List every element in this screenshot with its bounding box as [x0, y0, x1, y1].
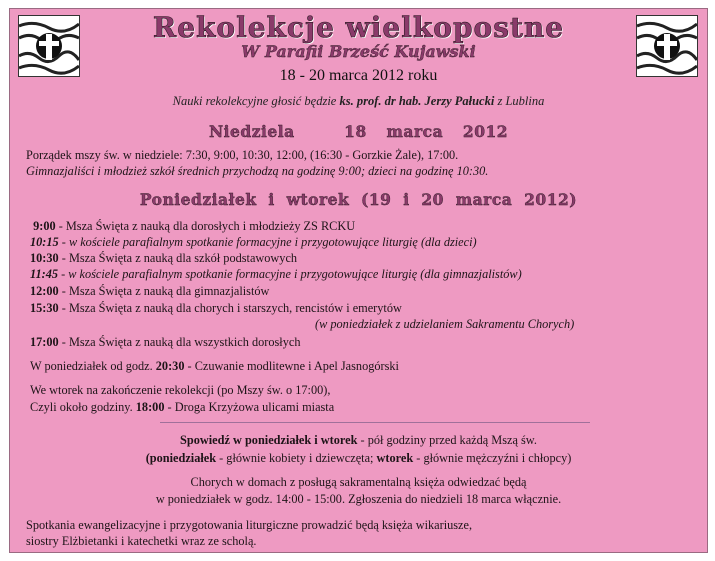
sunday-mass-schedule: Porządek mszy św. w niedziele: 7:30, 9:00, 10:30, 12:00, (16:30 - Gorzkie Żale), 17:00. [26, 148, 459, 162]
schedule-time: 17:00 [30, 335, 59, 349]
schedule-item [30, 235, 697, 250]
schedule-item [30, 284, 697, 299]
schedule-item [30, 301, 697, 316]
sunday-youth-note: Gimnazjaliści i młodzież szkół średnich przychodzą na godzinę 9:00; dzieci na godzinę 10:30. [26, 164, 489, 178]
tuesday-closing: We wtorek na zakończenie rekolekcji (po Mszy św. o 17:00), [30, 383, 331, 397]
schedule-item [30, 335, 697, 350]
weekdays-heading: Poniedziałek i wtorek (19 i 20 marca 2012) [139, 190, 578, 209]
confession-days: Spowiedź w poniedziałek i wtorek [180, 433, 358, 447]
schedule-time: 9:00 [30, 219, 56, 233]
monday-vigil [30, 359, 697, 374]
divider [160, 422, 590, 423]
confession-tuesday-text: - głównie mężczyźni i chłopcy) [413, 451, 572, 465]
schedule-text: - Msza Święta z nauką dla szkół podstawowych [58, 251, 298, 265]
stations-text: - Droga Krzyżowa ulicami miasta [164, 400, 335, 414]
sick-visits-line: Chorych w domach z posługą sakramentalną księża odwiedzać będą [190, 475, 527, 489]
stations-prefix: Czyli około godziny. [30, 400, 136, 414]
footer-line: siostry Elżbietanki i katechetki wraz ze scholą. [26, 534, 257, 548]
poster [9, 8, 708, 553]
confession-monday: (poniedziałek [145, 451, 217, 465]
poster-subtitle: W Parafii Brześć Kujawski [241, 42, 476, 61]
schedule-time: 11:45 [30, 267, 59, 281]
monday-vigil-text: - Czuwanie modlitewne i Apel Jasnogórski [184, 359, 399, 373]
schedule-time: 15:30 [30, 301, 59, 315]
preacher-line [10, 94, 707, 109]
preacher-suffix: z Lublina [494, 94, 545, 108]
anointing-note: (w poniedziałek z udzielaniem Sakramentu Chorych) [315, 317, 575, 331]
confession-time: - pół godziny przed każdą Mszą św. [357, 433, 537, 447]
schedule-text: - w kościele parafialnym spotkanie formacyjne i przygotowujące liturgię (dla dzieci) [58, 235, 477, 249]
monday-vigil-time: 20:30 [155, 359, 185, 373]
schedule-text: - Msza Święta z nauką dla dorosłych i młodzieży ZS RCKU [55, 219, 356, 233]
preacher-name: ks. prof. dr hab. Jerzy Pałucki [339, 94, 495, 108]
monday-vigil-prefix: W poniedziałek od godz. [30, 359, 156, 373]
confession-groups [10, 451, 707, 466]
schedule-time: 12:00 [30, 284, 59, 298]
schedule-time: 10:30 [30, 251, 59, 265]
schedule-text: - Msza Święta z nauką dla wszystkich dorosłych [58, 335, 301, 349]
sunday-heading: Niedziela 18 marca 2012 [208, 122, 509, 141]
schedule-item [30, 267, 697, 282]
poster-title: Rekolekcje wielkopostne [152, 11, 565, 44]
schedule-time: 10:15 [30, 235, 59, 249]
schedule-item [30, 251, 697, 266]
confession-line [10, 433, 707, 448]
preacher-prefix: Nauki rekolekcyjne głosić będzie [172, 94, 340, 108]
schedule-item [30, 219, 697, 234]
stations-of-cross [30, 400, 697, 415]
confession-monday-text: - głównie kobiety i dziewczęta; [216, 451, 377, 465]
schedule-text: - Msza Święta z nauką dla chorych i starszych, rencistów i emerytów [58, 301, 402, 315]
sick-visits-hours: w poniedziałek w godz. 14:00 - 15:00. Zgłoszenia do niedzieli 18 marca włącznie. [155, 492, 562, 506]
footer-line: Spotkania ewangelizacyjne i przygotowania liturgiczne prowadzić będą księża wikariusze, [26, 518, 473, 532]
stations-time: 18:00 [135, 400, 165, 414]
confession-tuesday: wtorek [376, 451, 414, 465]
schedule-text: - w kościele parafialnym spotkanie formacyjne i przygotowujące liturgię (dla gimnazjalistów) [58, 267, 522, 281]
event-dates: 18 - 20 marca 2012 roku [279, 67, 438, 84]
schedule-text: - Msza Święta z nauką dla gimnazjalistów [58, 284, 270, 298]
